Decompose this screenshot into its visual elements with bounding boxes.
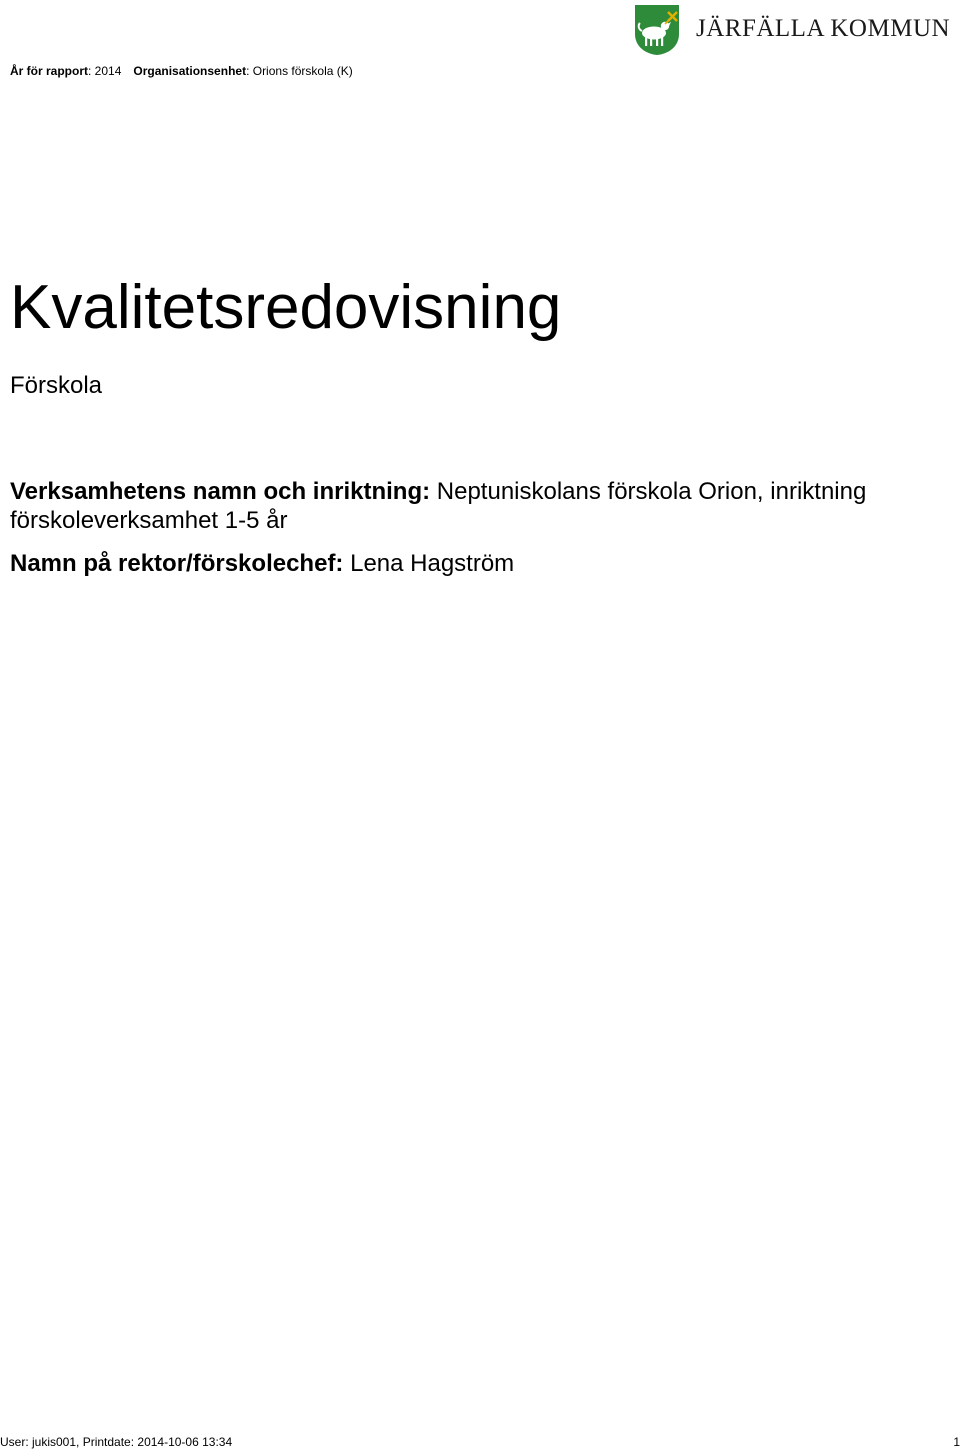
logo-wordmark: JÄRFÄLLA KOMMUN — [696, 15, 951, 42]
footer-user-info: User: jukis001, Printdate: 2014-10-06 13:34 — [0, 1435, 233, 1449]
field-label: Namn på rektor/förskolechef: — [10, 550, 344, 577]
field-value: Neptuniskolans förskola Orion, inriktning förskoleverksamhet 1-5 år — [10, 478, 867, 534]
org-value: : Orions förskola (K) — [246, 64, 353, 78]
org-label: Organisationsenhet — [133, 64, 247, 78]
footer-page-number: 1 — [953, 1435, 960, 1449]
year-label: År för rapport — [10, 64, 88, 78]
document-subtitle: Förskola — [10, 372, 103, 399]
field-value: Lena Hagström — [343, 550, 515, 577]
field-principal-name — [10, 549, 950, 578]
field-activity-name — [10, 477, 950, 535]
municipality-logo — [634, 4, 951, 58]
lamb-coat-of-arms-icon — [634, 4, 680, 56]
document-title: Kvalitetsredovisning — [10, 273, 562, 342]
year-value: : 2014 — [88, 64, 122, 78]
report-meta — [10, 63, 353, 79]
field-label: Verksamhetens namn och inriktning: — [10, 478, 431, 505]
